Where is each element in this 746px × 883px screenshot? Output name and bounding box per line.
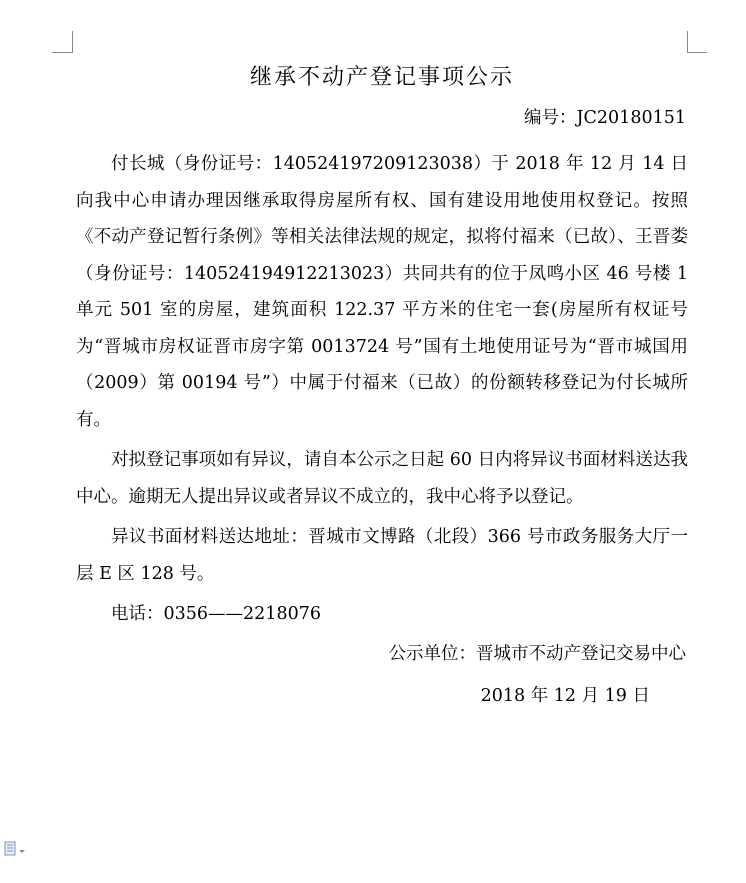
document-number: 编号：JC20180151	[524, 108, 686, 128]
crop-mark-top-left-vertical	[72, 31, 73, 53]
publisher-line: 公示单位：晋城市不动产登记交易中心	[388, 644, 686, 664]
document-title: 继承不动产登记事项公示	[249, 65, 514, 90]
paragraph-application: 付长城（身份证号：140524197209123038）于 2018 年 12 月 14 日向我中心申请办理因继承取得房屋所有权、国有建设用地使用权登记。按照《不动产登记暂行条例》等相关法律法规的规定，拟将付福来（已故）、王晋娄（身份证号：140524194912213023）共同共有的位于凤鸣小区 46 号楼 1 单元 501 室的房屋，建筑面积 122.37 平方米的住宅一套(房屋所有权证号为“晋城市房权证晋市房字第 0013724 号”国有土地使用证号为“晋市城国用（2009）第 00194 号”）中属于付福来（已故）的份额转移登记为付长城所有。	[76, 154, 688, 430]
date-line: 2018 年 12 月 19 日	[480, 686, 650, 706]
phone-line: 电话：0356——2218076	[111, 604, 321, 624]
document-icon-graphic	[4, 841, 32, 857]
paragraph-address: 异议书面材料送达地址：晋城市文博路（北段）366 号市政务服务大厅一层 E 区 128 号。	[76, 527, 688, 584]
crop-mark-top-right-horizontal	[687, 52, 707, 53]
paragraph-objection: 对拟登记事项如有异议，请自本公示之日起 60 日内将异议书面材料送达我中心。逾期无人提出异议或者异议不成立的，我中心将予以登记。	[76, 450, 688, 507]
crop-mark-top-right-vertical	[687, 31, 688, 53]
crop-mark-top-left-horizontal	[52, 52, 73, 53]
document-body	[76, 58, 688, 714]
document-icon[interactable]	[4, 841, 32, 857]
